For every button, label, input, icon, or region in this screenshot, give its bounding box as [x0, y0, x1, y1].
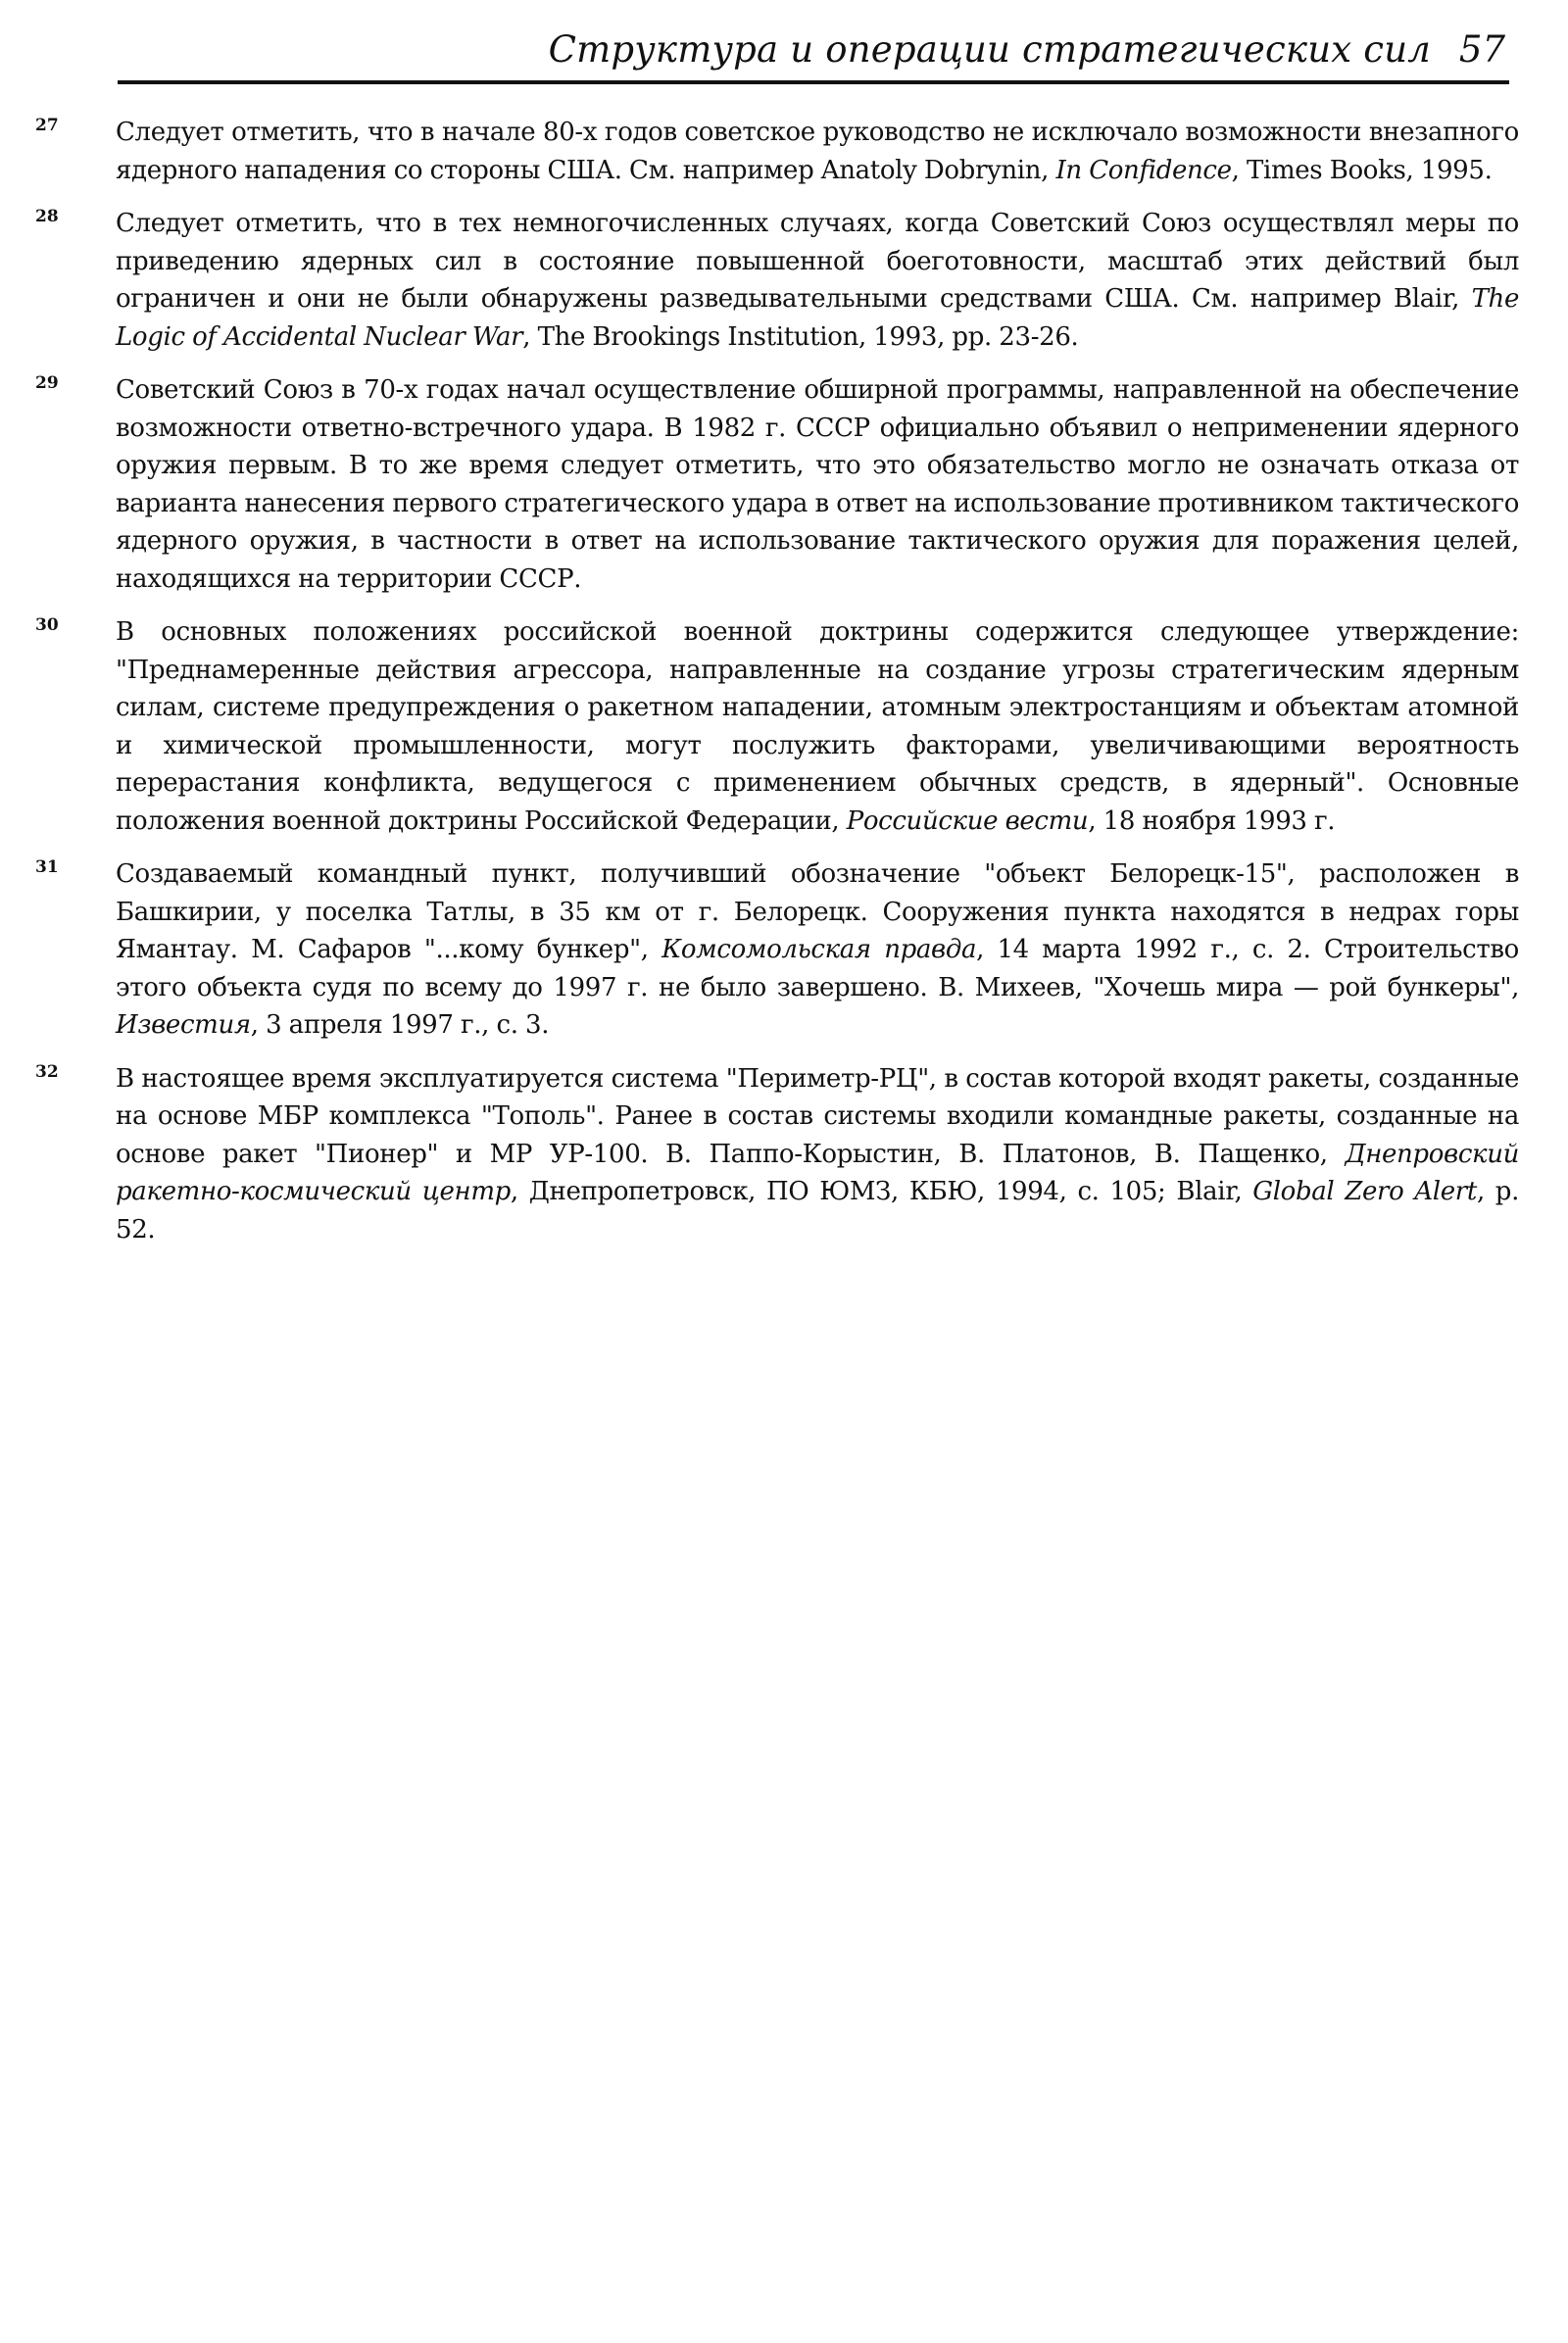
endnote [35, 1060, 1519, 1249]
endnote-text [116, 205, 1519, 356]
endnote-number: 30 [35, 615, 59, 635]
endnote-number: 28 [35, 207, 59, 226]
endnote-number: 31 [35, 857, 59, 877]
endnote-text [116, 371, 1519, 598]
endnote [35, 205, 1519, 356]
note-text-run: , 14 марта 1992 г., с. 2. Строительство этого объекта судя по всему до 1997 г. не было завершено. В. Михеев, "Хочешь мира — рой бункеры", [116, 935, 1519, 1002]
endnote-text [116, 114, 1519, 189]
note-text-run: , The Brookings Institution, 1993, pp. 23-26. [522, 321, 1079, 352]
publication-title: The Logic of Accidental Nuclear War [116, 284, 1519, 352]
endnote [35, 613, 1519, 840]
publication-title: Комсомольская правда [662, 935, 977, 964]
publication-title: Днепровский ракетно-космический центр [116, 1139, 1519, 1206]
endnote [35, 855, 1519, 1045]
endnote-text [116, 1060, 1519, 1249]
note-text-run: Следует отметить, что в начале 80-х годов советское руководство не исключало возможности внезапного ядерного нападения со стороны США. См. например Anatoly Dobrynin, [116, 118, 1519, 185]
publication-title: Российские вести [846, 805, 1089, 836]
note-text-run: , 3 апреля 1997 г., с. 3. [250, 1010, 550, 1040]
running-head [118, 25, 1509, 84]
endnote-number: 27 [35, 116, 59, 135]
running-title: Структура и операции стратегических сил [548, 28, 1431, 71]
note-text-run: В основных положениях российской военной доктрины содержится следующее утверждение: "Преднамеренные действия агрессора, направленные на создание угрозы стратегическим ядерным силам, системе предупреждения о ракетном нападении, атомным электростанциям и объектам атомной и химической промышленности, могут послужить факторами, увеличивающими вероятность перерастания конфликта, ведущегося с применением обычных средств, в ядерный". Основные положения военной доктрины Российской Федерации, [116, 617, 1519, 836]
endnote-number: 29 [35, 373, 59, 393]
endnote [35, 114, 1519, 189]
publication-title: In Confidence [1055, 155, 1232, 185]
publication-title: Global Zero Alert [1252, 1177, 1477, 1206]
endnote-text [116, 613, 1519, 840]
note-text-run: Советский Союз в 70-х годах начал осуществление обширной программы, направленной на обеспечение возможности ответно-встречного удара. В 1982 г. СССР официально объявил о неприменении ядерного оружия первым. В то же время следует отметить, что это обязательство могло не означать отказа от варианта нанесения первого стратегического удара в ответ на использование противником тактического ядерного оружия, в частности в ответ на использование тактического оружия для поражения целей, находящихся на территории СССР. [116, 375, 1519, 594]
note-text-run: , Times Books, 1995. [1231, 155, 1493, 185]
publication-title: Известия [116, 1010, 251, 1040]
endnote-number: 32 [35, 1061, 59, 1082]
endnote-text [116, 855, 1519, 1045]
note-text-run: В настоящее время эксплуатируется система "Периметр-РЦ", в состав которой входят ракеты, созданные на основе МБР комплекса "Тополь". Ранее в состав системы входили командные ракеты, созданные на основе ракет "Пионер" и МР УР-100. В. Паппо-Корыстин, В. Платонов, В. Пащенко, [116, 1063, 1519, 1169]
note-text-run: , p. 52. [116, 1177, 1519, 1245]
note-text-run: , Днепропетровск, ПО ЮМЗ, КБЮ, 1994, с. 105; Blair, [510, 1177, 1253, 1206]
endnotes-list [35, 114, 1519, 1264]
page-number: 57 [1458, 28, 1505, 71]
note-text-run: , 18 ноября 1993 г. [1088, 805, 1336, 836]
endnote [35, 371, 1519, 598]
note-text-run: Создаваемый командный пункт, получивший обозначение "объект Белорецк-15", расположен в Башкирии, у поселка Татлы, в 35 км от г. Белорецк. Сооружения пункта находятся в недрах горы Ямантау. М. Сафаров "...кому бункер", [116, 859, 1519, 964]
note-text-run: Следует отметить, что в тех немногочисленных случаях, когда Советский Союз осуществлял меры по приведению ядерных сил в состояние повышенной боеготовности, масштаб этих действий был ограничен и они не были обнаружены разведывательными средствами США. См. например Blair, [116, 209, 1519, 314]
